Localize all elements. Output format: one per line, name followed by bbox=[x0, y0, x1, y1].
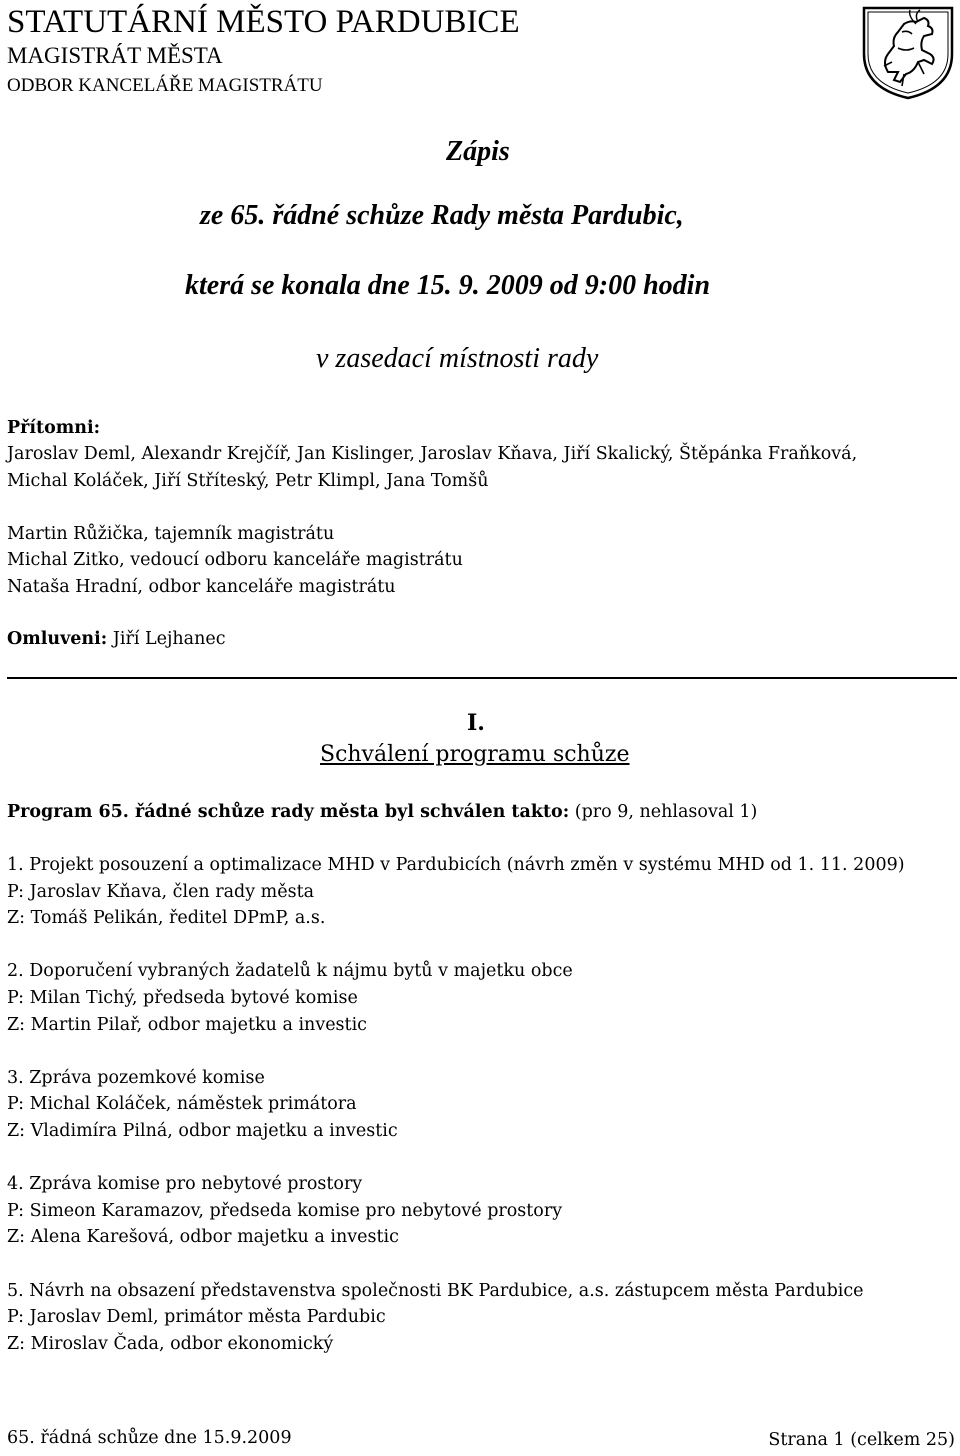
program-item-processor: Z: Vladimíra Pilná, odbor majetku a investic bbox=[7, 1120, 398, 1141]
program-item-title: 5. Návrh na obsazení představenstva společnosti BK Pardubice, a.s. zástupcem města Pardubice bbox=[7, 1280, 864, 1301]
program-intro-line bbox=[7, 799, 757, 826]
program-item bbox=[7, 1171, 905, 1251]
program-items-list bbox=[7, 852, 905, 1384]
present-label: Přítomni: bbox=[7, 418, 101, 438]
section-divider bbox=[7, 677, 957, 679]
program-item-presenter: P: Simeon Karamazov, předseda komise pro nebytové prostory bbox=[7, 1200, 563, 1221]
program-vote: (pro 9, nehlasoval 1) bbox=[569, 802, 758, 822]
excused-line bbox=[7, 626, 226, 653]
footer-page-number: Strana 1 (celkem 25) bbox=[768, 1430, 955, 1450]
program-item-processor: Z: Tomáš Pelikán, ředitel DPmP, a.s. bbox=[7, 908, 326, 929]
pardubice-coat-of-arms-icon bbox=[858, 2, 958, 100]
document-title: Zápis bbox=[446, 136, 510, 167]
program-item bbox=[7, 1065, 905, 1145]
program-item-title: 2. Doporučení vybraných žadatelů k nájmu bytů v majetku obce bbox=[7, 961, 573, 982]
program-item-processor: Z: Miroslav Čada, odbor ekonomický bbox=[7, 1333, 334, 1354]
official-item: Martin Růžička, tajemník magistrátu bbox=[7, 524, 335, 544]
program-item-presenter: P: Jaroslav Kňava, člen rady města bbox=[7, 881, 315, 902]
meeting-place: v zasedací místnosti rady bbox=[316, 343, 599, 374]
program-item-title: 1. Projekt posouzení a optimalizace MHD v Pardubicích (návrh změn v systému MHD od 1. 11. 2009) bbox=[7, 855, 905, 875]
section-title: Schválení programu schůze bbox=[320, 742, 630, 767]
program-item-processor: Z: Martin Pilař, odbor majetku a investic bbox=[7, 1014, 367, 1035]
department-heading: ODBOR KANCELÁŘE MAGISTRÁTU bbox=[7, 75, 323, 96]
excused-label: Omluveni: bbox=[7, 629, 108, 649]
program-intro: Program 65. řádné schůze rady města byl schválen takto: bbox=[7, 802, 570, 822]
office-heading: MAGISTRÁT MĚSTA bbox=[7, 43, 223, 68]
meeting-title: ze 65. řádné schůze Rady města Pardubic, bbox=[200, 200, 684, 231]
program-item-title: 4. Zpráva komise pro nebytové prostory bbox=[7, 1174, 363, 1195]
program-item-presenter: P: Jaroslav Deml, primátor města Pardubic bbox=[7, 1307, 386, 1328]
program-item-presenter: P: Michal Koláček, náměstek primátora bbox=[7, 1094, 357, 1115]
program-item bbox=[7, 958, 905, 1038]
program-item bbox=[7, 1278, 905, 1358]
present-members-line-2: Michal Koláček, Jiří Stříteský, Petr Klimpl, Jana Tomšů bbox=[7, 471, 489, 491]
program-item-processor: Z: Alena Karešová, odbor majetku a investic bbox=[7, 1227, 399, 1248]
program-item bbox=[7, 852, 905, 932]
program-item-presenter: P: Milan Tichý, předseda bytové komise bbox=[7, 987, 358, 1008]
section-number: I. bbox=[467, 710, 485, 736]
present-members-line-1: Jaroslav Deml, Alexandr Krejčíř, Jan Kislinger, Jaroslav Kňava, Jiří Skalický, Štěpánka Fraňková, bbox=[7, 444, 858, 464]
excused-names: Jiří Lejhanec bbox=[107, 629, 226, 649]
official-item: Michal Zitko, vedoucí odboru kanceláře magistrátu bbox=[7, 550, 463, 570]
official-item: Nataša Hradní, odbor kanceláře magistrátu bbox=[7, 577, 396, 597]
program-item-title: 3. Zpráva pozemkové komise bbox=[7, 1067, 265, 1088]
footer-meeting: 65. řádná schůze dne 15.9.2009 bbox=[7, 1428, 292, 1448]
meeting-date: která se konala dne 15. 9. 2009 od 9:00 hodin bbox=[185, 270, 711, 301]
city-heading: STATUTÁRNÍ MĚSTO PARDUBICE bbox=[7, 4, 520, 40]
